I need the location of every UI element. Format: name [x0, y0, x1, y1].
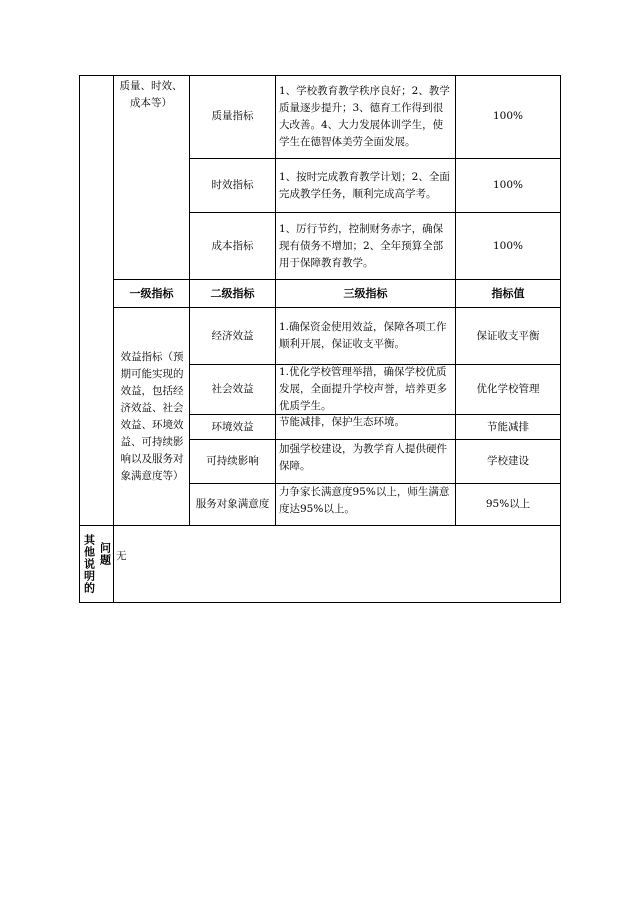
value-sustainability: 学校建设 — [487, 455, 529, 467]
category-label: 质量、时效、成本等） — [119, 80, 183, 109]
value-quality: 100% — [492, 110, 524, 122]
other-notes-label-problem: 问题 — [98, 542, 112, 566]
level2-satisfaction: 服务对象满意度 — [195, 498, 270, 510]
value-cost: 100% — [492, 239, 524, 252]
level2-social: 社会效益 — [211, 383, 254, 395]
level3-environment: 节能减排，保护生态环境。 — [279, 416, 405, 428]
other-notes-content: 无 — [116, 550, 127, 562]
level2-economic: 经济效益 — [211, 329, 254, 342]
level3-satisfaction: 力争家长满意度95%以上，师生满意度达95%以上。 — [279, 486, 450, 515]
level2-environment: 环境效益 — [211, 420, 254, 433]
level3-sustainability: 加强学校建设，为教学育人提供硬件保障。 — [279, 443, 447, 472]
level2-timeliness: 时效指标 — [211, 179, 254, 191]
level3-economic: 1.确保资金使用效益，保障各项工作顺利开展，保证收支平衡。 — [279, 321, 447, 350]
level3-quality: 1、学校教育教学秩序良好；2、教学质量逐步提升；3、德育工作得到很大改善。4、大力发展体训学生，使学生在德智体美劳全面发展。 — [279, 84, 450, 148]
level2-quality: 质量指标 — [211, 110, 254, 122]
header-level3: 三级指标 — [343, 287, 388, 300]
level2-cost: 成本指标 — [211, 239, 254, 252]
level3-social: 1.优化学校管理举措，确保学校优质发展，全面提升学校声誉，培养更多优质学生。 — [279, 366, 447, 412]
header-level1: 一级指标 — [129, 287, 174, 300]
other-notes-label — [80, 526, 113, 602]
value-social: 优化学校管理 — [476, 383, 540, 395]
other-notes-label-main: 其他说明的 — [82, 534, 96, 594]
level3-cost: 1、厉行节约，控制财务赤字，确保现有债务不增加；2、全年预算全部用于保障教育教学。 — [279, 222, 444, 269]
value-timeliness: 100% — [492, 179, 524, 191]
value-satisfaction: 95%以上 — [485, 498, 531, 510]
value-environment: 节能减排 — [487, 420, 529, 433]
level3-timeliness: 1、按时完成教育教学计划；2、全面完成教学任务，顺利完成高学考。 — [279, 170, 450, 200]
header-value: 指标值 — [491, 287, 525, 300]
header-level2: 二级指标 — [210, 287, 255, 300]
benefit-indicator-label: 效益指标（预期可能实现的效益，包括经济效益、社会效益、环境效益、可持续影响以及服务对象满意度等） — [120, 350, 184, 482]
value-economic: 保证收支平衡 — [476, 329, 540, 342]
level2-sustainability: 可持续影响 — [206, 455, 259, 467]
performance-indicator-table — [79, 75, 561, 603]
